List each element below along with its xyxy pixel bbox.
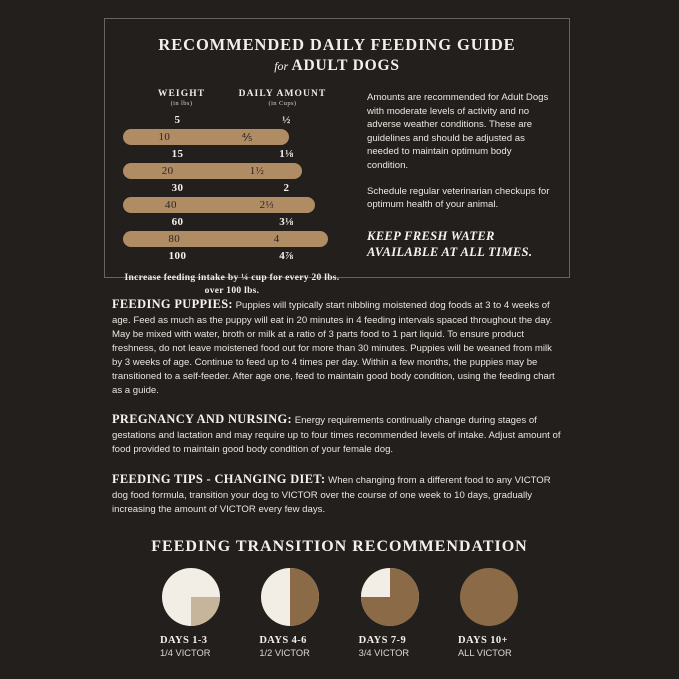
section-text <box>112 411 564 457</box>
table-row <box>123 146 341 162</box>
cell-weight: 30 <box>171 182 184 194</box>
recommended-daily-feeding-guide-panel <box>104 18 570 296</box>
fresh-water-note: KEEP FRESH WATER AVAILABLE AT ALL TIMES. <box>367 228 533 260</box>
section-pregnancy-and-nursing <box>112 411 564 457</box>
pie-fill <box>191 597 220 626</box>
section-text <box>112 471 564 517</box>
transition-step-sub: 1/4 VICTOR <box>160 648 211 658</box>
feeding-table <box>123 89 341 298</box>
cell-weight: 60 <box>171 216 184 228</box>
pie-fill <box>290 568 319 626</box>
table-row <box>123 180 341 196</box>
section-feeding-puppies <box>112 296 564 397</box>
section-text <box>112 296 564 397</box>
feeding-instructions <box>112 296 564 531</box>
pie-empty-quadrant <box>361 568 390 597</box>
feeding-table-header <box>123 89 341 110</box>
column-header-weight-label: WEIGHT <box>157 89 206 99</box>
cell-weight: 20 <box>161 165 174 177</box>
cell-amount: 3⅛ <box>279 216 294 228</box>
cell-weight: 10 <box>158 131 171 143</box>
cell-amount: ½ <box>282 114 291 126</box>
column-header-amount-label: DAILY AMOUNT <box>238 89 327 99</box>
cell-amount: 1½ <box>249 165 265 177</box>
column-header-weight-unit: (in lbs) <box>170 100 193 107</box>
transition-step-label: DAYS 7-9 <box>358 635 407 646</box>
guide-subtitle-for: for <box>274 59 289 73</box>
section-heading: PREGNANCY AND NURSING: <box>112 412 293 427</box>
cell-weight: 40 <box>165 199 177 211</box>
transition-step <box>458 568 520 658</box>
feeding-table-rows <box>123 112 341 264</box>
column-header-amount <box>232 89 333 107</box>
guide-subtitle <box>105 57 569 75</box>
section-heading: FEEDING PUPPIES: <box>112 297 233 311</box>
guide-title: RECOMMENDED DAILY FEEDING GUIDE <box>158 35 516 54</box>
transition-step-sub: 1/2 VICTOR <box>259 648 310 658</box>
transition-step <box>359 568 421 658</box>
pie-chart-quarter-icon <box>162 568 220 626</box>
table-row <box>123 214 341 230</box>
table-row <box>123 231 328 247</box>
feeding-table-note: Increase feeding intake by ¼ cup for every 20 lbs. over 100 lbs. <box>124 273 340 296</box>
pie-chart-full-icon <box>460 568 518 626</box>
table-row <box>123 248 341 264</box>
cell-amount: 2⅓ <box>259 199 275 211</box>
transition-step-label: DAYS 10+ <box>457 635 508 646</box>
guide-note-checkups: Schedule regular veterinarian checkups for optimum health of your animal. <box>367 185 550 211</box>
transition-steps <box>160 568 520 658</box>
table-row <box>123 163 302 179</box>
section-feeding-tips-changing-diet <box>112 471 564 517</box>
cell-amount: 1⅛ <box>279 148 294 160</box>
section-body: Puppies will typically start nibbling moistened dog foods at 3 to 4 weeks of age. Feed as much as the puppy will eat in 20 minutes in 4 feeding intervals spaced throughout the day. May be mixed with water, broth or milk at a ratio of 3 parts food to 1 part liquid. To ensure product freshness, do not leave moistened food out for more than 30 minutes. Puppies will be weaned from milk by 3 weeks of age. Continue to feed up to 4 times per day. Within a few months, the puppies may be transitioned to a self-feeder. After age one, feed to maintain good body condition, using the feeding chart as a guide. <box>112 300 555 396</box>
transition-step-label: DAYS 4-6 <box>259 635 307 646</box>
pie-chart-half-icon <box>261 568 319 626</box>
cell-weight: 15 <box>171 148 184 160</box>
cell-weight: 5 <box>174 114 181 126</box>
transition-step <box>160 568 222 658</box>
cell-weight: 100 <box>168 250 187 262</box>
section-body: Energy requirements continually change during stages of gestations and lactation and may require up to four times recommended levels of intake. Adjust amount of food provided to maintain good body condition of your female dog. <box>112 415 561 456</box>
transition-step <box>259 568 321 658</box>
cell-amount: 4 <box>273 233 280 245</box>
table-row <box>123 197 315 213</box>
column-header-weight <box>131 89 232 107</box>
guide-body <box>105 89 569 298</box>
guide-note-amounts: Amounts are recommended for Adult Dogs with moderate levels of activity and no adverse weather conditions. These are guidelines and should be adjusted as needed to maintain optimum body condition. <box>367 92 549 172</box>
table-row <box>123 129 289 145</box>
transition-title: FEEDING TRANSITION RECOMMENDATION <box>151 538 528 555</box>
transition-step-sub: 3/4 VICTOR <box>358 648 410 658</box>
cell-amount: 4⅞ <box>279 250 294 262</box>
guide-notes <box>341 89 551 298</box>
table-row <box>123 112 341 128</box>
section-heading: FEEDING TIPS - CHANGING DIET: <box>112 472 326 487</box>
section-body: When changing from a different food to any VICTOR dog food formula, transition your dog to VICTOR over the course of one week to 10 days, gradually increasing the amount of VICTOR every few days. <box>112 475 551 516</box>
cell-weight: 80 <box>168 233 181 245</box>
cell-amount: 2 <box>283 182 290 194</box>
column-header-amount-unit: (in Cups) <box>268 100 297 107</box>
cell-amount: ⅘ <box>241 131 253 144</box>
pie-chart-three-quarter-icon <box>361 568 419 626</box>
transition-step-sub: ALL VICTOR <box>457 648 512 658</box>
transition-step-label: DAYS 1-3 <box>160 635 208 646</box>
guide-subtitle-target: ADULT DOGS <box>291 57 400 74</box>
